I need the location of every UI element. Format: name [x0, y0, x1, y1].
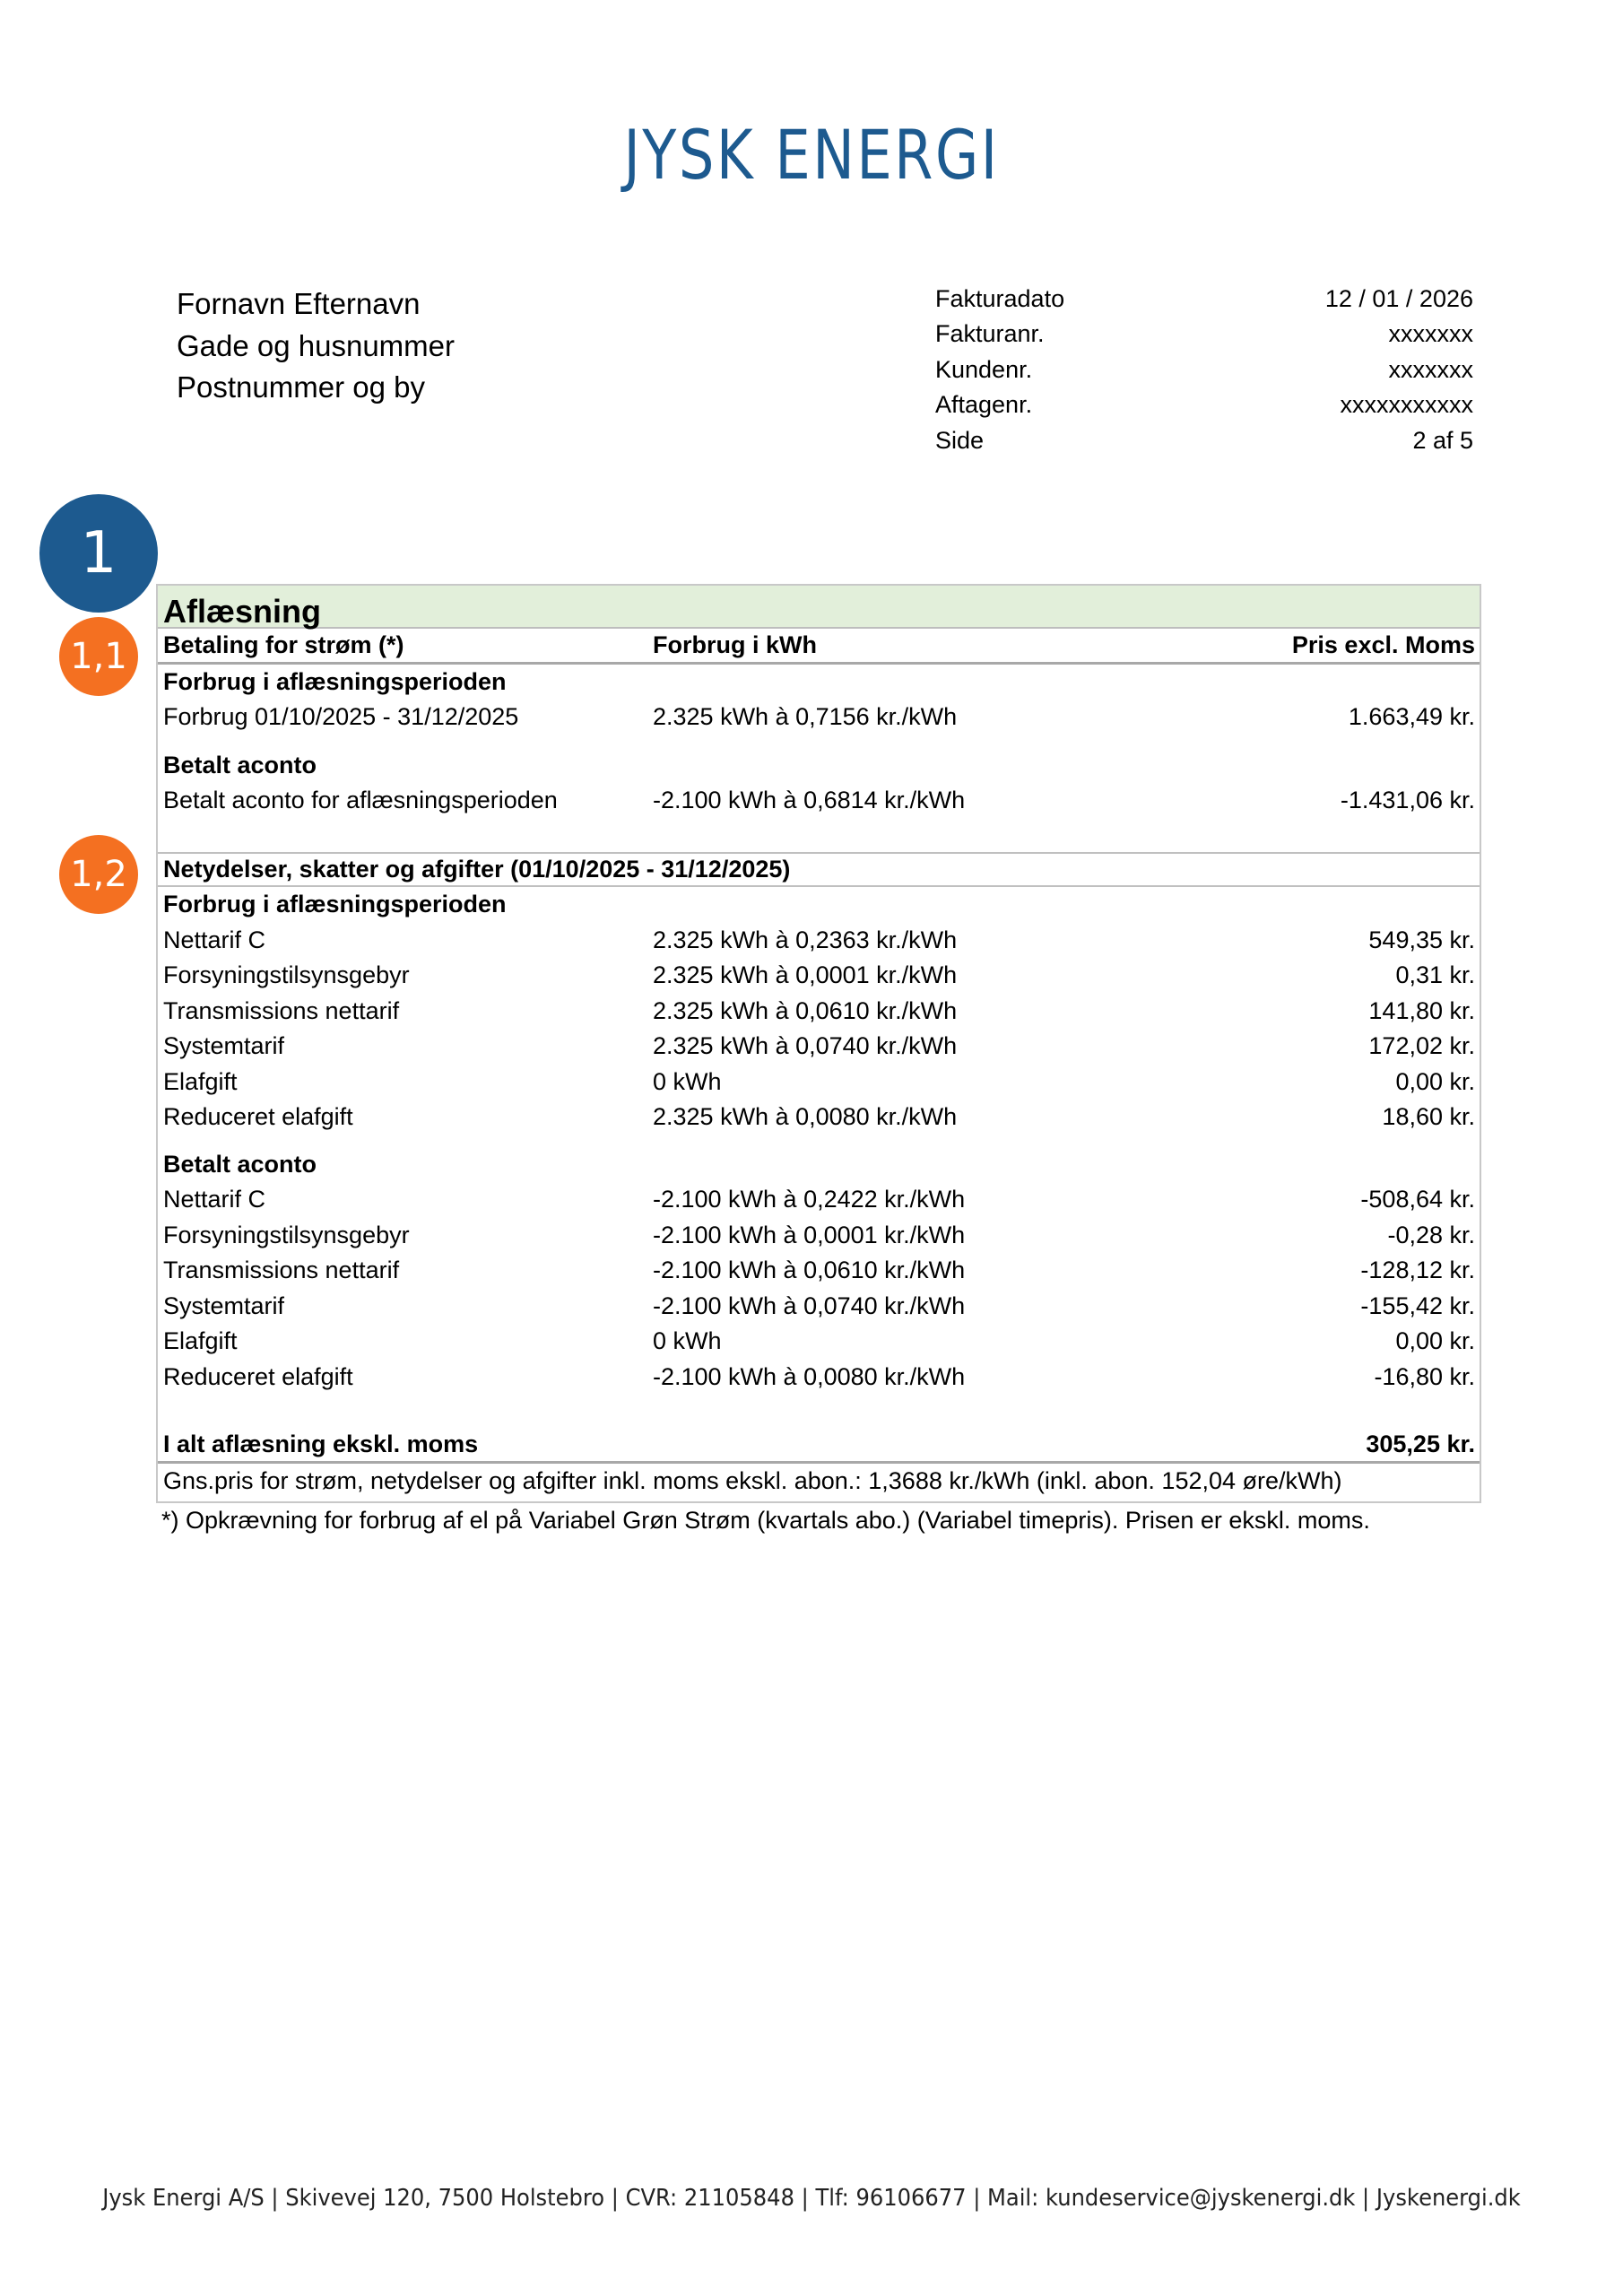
table-row — [158, 1289, 1480, 1325]
subheading: Betalt aconto — [163, 751, 317, 778]
row-description: Reduceret elafgift — [163, 1362, 353, 1390]
row-consumption: -2.100 kWh à 0,2422 kr./kWh — [653, 1186, 966, 1213]
reading-table — [156, 584, 1481, 1503]
info-value: xxxxxxx — [1388, 320, 1473, 347]
table-title: Aflæsning — [158, 584, 1480, 629]
table-row — [158, 1324, 1480, 1360]
info-value: 2 af 5 — [1412, 427, 1473, 454]
info-value: 12 / 01 / 2026 — [1324, 285, 1473, 312]
table-row — [158, 923, 1480, 959]
header-consumption: Forbrug i kWh — [653, 631, 817, 658]
row-description: Forbrug 01/10/2025 - 31/12/2025 — [163, 703, 519, 731]
header-price: Pris excl. Moms — [1291, 631, 1475, 658]
row-description: Nettarif C — [163, 926, 266, 953]
page-footer: Jysk Energi A/S | Skivevej 120, 7500 Holstebro | CVR: 21105848 | Tlf: 96106677 | Mail: kundeservice@jyskenergi.dk | Jyskenergi.dk — [102, 2185, 1521, 2212]
row-description: Forsyningstilsynsgebyr — [163, 1221, 410, 1248]
total-row — [158, 1428, 1480, 1464]
table-row — [158, 1029, 1480, 1065]
row-amount: 0,00 kr. — [1395, 1327, 1475, 1355]
header-description: Betaling for strøm (*) — [163, 631, 404, 658]
row-amount: -0,28 kr. — [1387, 1221, 1475, 1248]
installation-number — [935, 391, 1473, 419]
info-label: Aftagenr. — [935, 391, 1033, 418]
row-consumption: 2.325 kWh à 0,7156 kr./kWh — [653, 703, 958, 731]
row-description: Elafgift — [163, 1327, 238, 1355]
subheading: Forbrug i aflæsningsperioden — [163, 667, 507, 695]
table-row — [158, 1100, 1480, 1135]
section-heading: Netydelser, skatter og afgifter (01/10/2025 - 31/12/2025) — [158, 852, 1480, 888]
recipient-name: Fornavn Efternavn — [177, 287, 421, 320]
row-amount: -155,42 kr. — [1360, 1292, 1475, 1319]
row-amount: -508,64 kr. — [1360, 1186, 1475, 1213]
row-consumption: -2.100 kWh à 0,6814 kr./kWh — [653, 787, 966, 814]
row-amount: 0,31 kr. — [1395, 961, 1475, 989]
company-logo: JYSK ENERGI — [623, 115, 1000, 195]
row-description: Systemtarif — [163, 1292, 285, 1319]
table-row — [158, 1360, 1480, 1396]
row-consumption: 2.325 kWh à 0,0610 kr./kWh — [653, 996, 958, 1024]
section-badge-1-2: 1,2 — [59, 835, 138, 914]
table-row — [158, 994, 1480, 1030]
info-label: Kundenr. — [935, 356, 1033, 383]
table-row — [158, 1065, 1480, 1100]
row-amount: 0,00 kr. — [1395, 1067, 1475, 1095]
row-consumption: -2.100 kWh à 0,0001 kr./kWh — [653, 1221, 966, 1248]
row-consumption: -2.100 kWh à 0,0080 kr./kWh — [653, 1362, 966, 1390]
table-header-row — [158, 629, 1480, 665]
info-label: Side — [935, 427, 985, 454]
row-description: Systemtarif — [163, 1032, 285, 1060]
recipient-street: Gade og husnummer — [177, 329, 456, 362]
table-row — [158, 783, 1480, 819]
invoice-number — [935, 320, 1473, 348]
row-description: Elafgift — [163, 1067, 238, 1095]
row-amount: 18,60 kr. — [1382, 1103, 1475, 1131]
row-consumption: 2.325 kWh à 0,0740 kr./kWh — [653, 1032, 958, 1060]
row-amount: -1.431,06 kr. — [1340, 787, 1475, 814]
average-price: Gns.pris for strøm, netydelser og afgifter inkl. moms ekskl. abon.: 1,3688 kr./kWh (inkl. abon. 152,04 øre/kWh) — [163, 1466, 1342, 1494]
row-consumption: 2.325 kWh à 0,2363 kr./kWh — [653, 926, 958, 953]
row-description: Reduceret elafgift — [163, 1103, 353, 1131]
subheading: Betalt aconto — [163, 1150, 317, 1178]
table-row — [158, 958, 1480, 994]
row-amount: 549,35 kr. — [1368, 926, 1475, 953]
row-description: Nettarif C — [163, 1186, 266, 1213]
row-consumption: 0 kWh — [653, 1327, 722, 1355]
info-value: xxxxxxxxxxx — [1340, 391, 1473, 418]
section-badge-1-1: 1,1 — [59, 617, 138, 696]
row-consumption: 0 kWh — [653, 1067, 722, 1095]
info-label: Fakturanr. — [935, 320, 1045, 347]
row-consumption: 2.325 kWh à 0,0080 kr./kWh — [653, 1103, 958, 1131]
row-description: Betalt aconto for aflæsningsperioden — [163, 787, 558, 814]
recipient-city: Postnummer og by — [177, 370, 425, 404]
row-amount: 172,02 kr. — [1368, 1032, 1475, 1060]
customer-number — [935, 356, 1473, 384]
row-amount: 141,80 kr. — [1368, 996, 1475, 1024]
row-consumption: -2.100 kWh à 0,0610 kr./kWh — [653, 1257, 966, 1284]
row-consumption: -2.100 kWh à 0,0740 kr./kWh — [653, 1292, 966, 1319]
total-value: 305,25 kr. — [1366, 1430, 1475, 1457]
section-badge-1: 1 — [39, 494, 158, 613]
row-consumption: 2.325 kWh à 0,0001 kr./kWh — [653, 961, 958, 989]
subheading: Forbrug i aflæsningsperioden — [163, 891, 507, 918]
footnote: *) Opkrævning for forbrug af el på Variabel Grøn Strøm (kvartals abo.) (Variabel timepris). Prisen er ekskl. moms. — [161, 1507, 1370, 1534]
page-number — [935, 427, 1473, 455]
row-amount: -16,80 kr. — [1374, 1362, 1475, 1390]
table-row — [158, 1253, 1480, 1289]
table-row — [158, 1182, 1480, 1218]
info-value: xxxxxxx — [1388, 356, 1473, 383]
info-label: Fakturadato — [935, 285, 1065, 312]
row-description: Transmissions nettarif — [163, 996, 400, 1024]
total-label: I alt aflæsning ekskl. moms — [163, 1430, 479, 1457]
row-description: Transmissions nettarif — [163, 1257, 400, 1284]
row-amount: 1.663,49 kr. — [1348, 703, 1475, 731]
table-row — [158, 1218, 1480, 1254]
invoice-date — [935, 285, 1473, 313]
table-row — [158, 700, 1480, 735]
row-amount: -128,12 kr. — [1360, 1257, 1475, 1284]
row-description: Forsyningstilsynsgebyr — [163, 961, 410, 989]
